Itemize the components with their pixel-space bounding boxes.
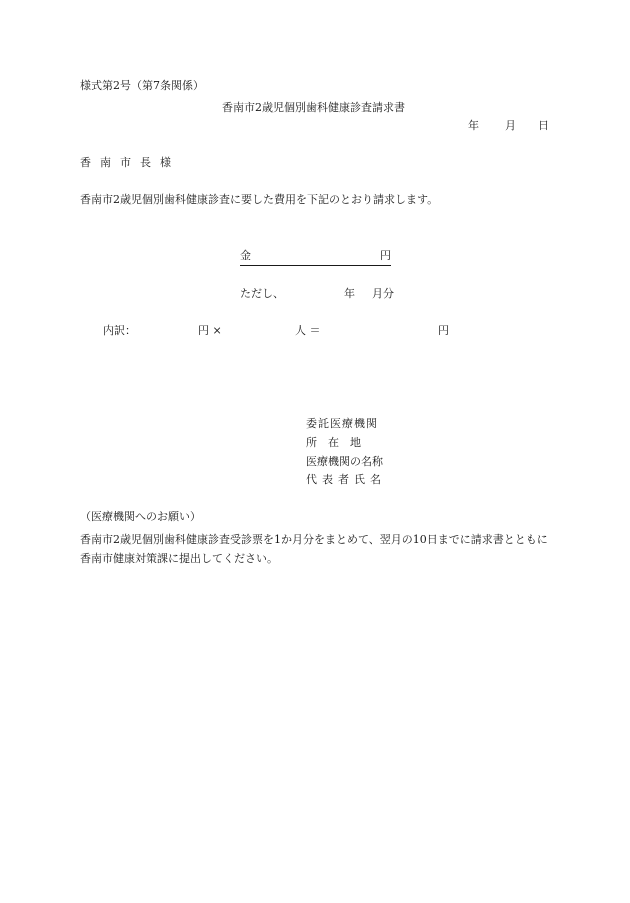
period-month-label: 月分 xyxy=(372,287,394,300)
date-year-label: 年 xyxy=(468,119,479,132)
notice-heading: （医療機関へのお願い） xyxy=(80,510,201,523)
provider-name-label: 医療機関の名称 xyxy=(306,455,383,468)
date-line xyxy=(468,119,549,133)
amount-field xyxy=(240,249,391,266)
breakdown-total-yen: 円 xyxy=(438,324,449,337)
amount-prefix: 金 xyxy=(240,249,251,262)
period-line xyxy=(240,287,394,301)
provider-representative-label: 代表者氏名 xyxy=(306,473,386,486)
request-text: 香南市2歳児個別歯科健康診査に要した費用を下記のとおり請求します。 xyxy=(80,193,439,206)
form-number: 様式第2号（第7条関係） xyxy=(80,79,204,92)
notice-text: 香南市2歳児個別歯科健康診査受診票を1か月分をまとめて、翌月の10日までに請求書とともに香南市健康対策課に提出してください。 xyxy=(80,533,548,565)
date-day-label: 日 xyxy=(538,119,549,132)
provider-entrusted-label: 委託医療機関 xyxy=(306,417,378,430)
amount-unit: 円 xyxy=(380,249,391,262)
provider-address-label xyxy=(306,436,361,450)
period-prefix: ただし、 xyxy=(240,287,284,300)
provider-address-text: 所 在 地 xyxy=(306,436,361,449)
period-year-label: 年 xyxy=(344,287,355,300)
addressee: 香南市長様 xyxy=(80,156,180,169)
breakdown-label: 内訳： xyxy=(103,324,136,337)
breakdown-line xyxy=(103,324,449,338)
breakdown-person-equals: 人 ＝ xyxy=(295,324,321,337)
date-month-label: 月 xyxy=(505,119,516,132)
breakdown-yen-times: 円 × xyxy=(198,324,222,337)
document-title: 香南市2歳児個別歯科健康診査請求書 xyxy=(222,101,405,114)
